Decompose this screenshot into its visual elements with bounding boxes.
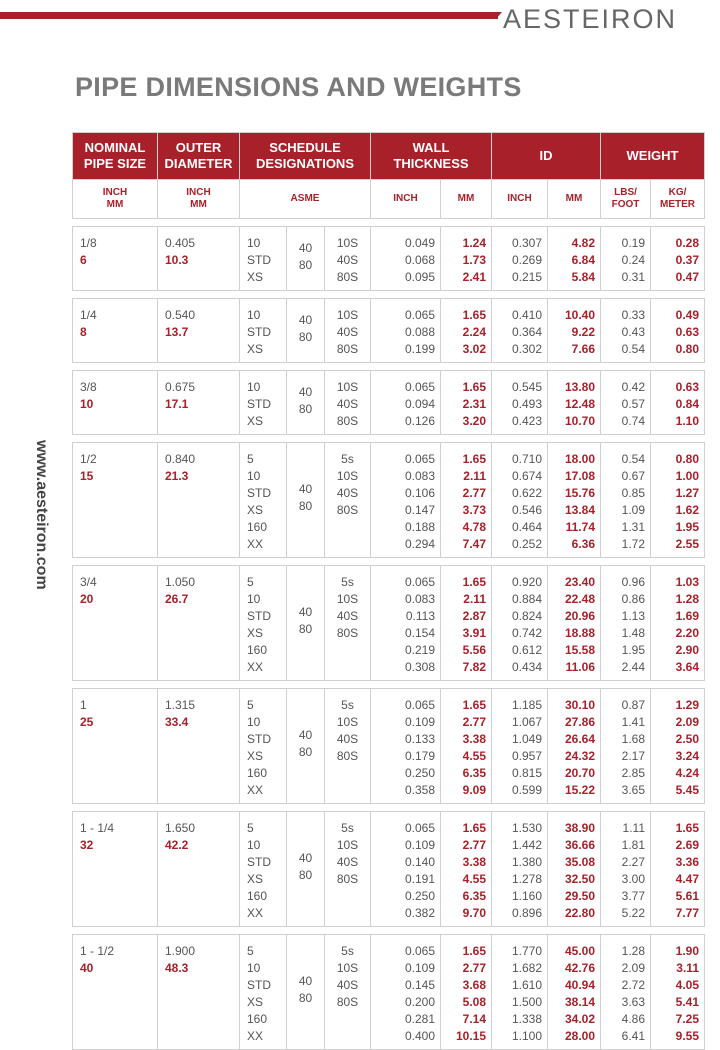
id-inch-cell: 1.530 1.442 1.380 1.278 1.160 0.896	[492, 812, 548, 927]
table-row	[73, 935, 705, 1050]
od-inch: 1.650	[165, 821, 196, 835]
table-row	[73, 689, 705, 804]
od-mm: 33.4	[165, 715, 189, 729]
header-outer: OUTER DIAMETER	[158, 133, 240, 180]
group-spacer-cell	[73, 804, 705, 812]
id-mm-cell: 18.00 17.08 15.76 13.84 11.74 6.36	[548, 443, 601, 558]
brand-logo: AESTEIRON	[503, 4, 678, 34]
stainless-schedule-cell: 5s 10S 40S 80S	[325, 812, 371, 927]
od-mm: 42.2	[165, 838, 189, 852]
schedule-number-cell: 40 80	[287, 689, 325, 804]
nps-inch: 1	[80, 698, 87, 712]
top-accent-bar-tip	[496, 12, 502, 19]
stainless-schedule-cell: 10S 40S 80S	[325, 299, 371, 363]
outer-diameter-cell	[158, 566, 240, 681]
lbs-foot-cell: 1.28 2.09 2.72 3.63 4.86 6.41	[601, 935, 651, 1050]
header-id: ID	[492, 133, 601, 180]
nps-inch: 3/4	[80, 575, 97, 589]
lbs-foot-cell: 0.33 0.43 0.54	[601, 299, 651, 363]
group-spacer	[73, 927, 705, 935]
od-mm: 17.1	[165, 397, 189, 411]
id-mm-cell: 38.90 36.66 35.08 32.50 29.50 22.80	[548, 812, 601, 927]
group-spacer	[73, 681, 705, 689]
wall-mm-cell: 1.65 2.77 3.38 4.55 6.35 9.09	[441, 689, 492, 804]
nps-mm: 15	[80, 469, 94, 483]
lbs-foot-cell: 0.96 0.86 1.13 1.48 1.95 2.44	[601, 566, 651, 681]
group-spacer	[73, 363, 705, 371]
group-spacer-cell	[73, 363, 705, 371]
table-body	[73, 219, 705, 1050]
pipe-table	[72, 132, 705, 1050]
od-inch: 1.050	[165, 575, 196, 589]
id-inch-cell: 0.920 0.884 0.824 0.742 0.612 0.434	[492, 566, 548, 681]
schedule-number-cell: 40 80	[287, 566, 325, 681]
wall-inch-cell: 0.065 0.109 0.133 0.179 0.250 0.358	[371, 689, 441, 804]
kg-meter-cell: 1.65 2.69 3.36 4.47 5.61 7.77	[651, 812, 705, 927]
wall-inch-cell: 0.049 0.068 0.095	[371, 227, 441, 291]
wall-mm-cell: 1.65 2.77 3.68 5.08 7.14 10.15	[441, 935, 492, 1050]
nps-mm: 8	[80, 325, 87, 339]
wall-mm-cell: 1.65 2.77 3.38 4.55 6.35 9.70	[441, 812, 492, 927]
schedule-cell: 5 10 STD XS 160 XX	[240, 935, 287, 1050]
kg-meter-cell: 0.49 0.63 0.80	[651, 299, 705, 363]
id-inch-cell: 1.185 1.067 1.049 0.957 0.815 0.599	[492, 689, 548, 804]
lbs-foot-cell: 0.19 0.24 0.31	[601, 227, 651, 291]
schedule-cell: 5 10 STD XS 160 XX	[240, 443, 287, 558]
wall-inch-cell: 0.065 0.094 0.126	[371, 371, 441, 435]
nps-mm: 10	[80, 397, 94, 411]
nps-mm: 32	[80, 838, 94, 852]
nps-mm: 40	[80, 961, 94, 975]
stainless-schedule-cell: 5s 10S 40S 80S	[325, 443, 371, 558]
schedule-number-cell: 40 80	[287, 227, 325, 291]
sub-id-inch: INCH	[492, 180, 548, 219]
group-spacer	[73, 558, 705, 566]
group-spacer-cell	[73, 291, 705, 299]
id-mm-cell: 10.40 9.22 7.66	[548, 299, 601, 363]
stainless-schedule-cell: 5s 10S 40S 80S	[325, 566, 371, 681]
lbs-foot-cell: 0.54 0.67 0.85 1.09 1.31 1.72	[601, 443, 651, 558]
schedule-cell: 5 10 STD XS 160 XX	[240, 566, 287, 681]
id-mm-cell: 30.10 27.86 26.64 24.32 20.70 15.22	[548, 689, 601, 804]
schedule-number-cell: 40 80	[287, 935, 325, 1050]
od-mm: 26.7	[165, 592, 189, 606]
table-row	[73, 371, 705, 435]
side-url-wrap	[30, 440, 50, 660]
lbs-foot-cell: 0.42 0.57 0.74	[601, 371, 651, 435]
id-inch-cell: 0.410 0.364 0.302	[492, 299, 548, 363]
wall-inch-cell: 0.065 0.109 0.145 0.200 0.281 0.400	[371, 935, 441, 1050]
header-schedule: SCHEDULE DESIGNATIONS	[240, 133, 371, 180]
nps-inch: 1/4	[80, 308, 97, 322]
sub-wall-mm: MM	[441, 180, 492, 219]
stainless-schedule-cell: 10S 40S 80S	[325, 227, 371, 291]
wall-inch-cell: 0.065 0.088 0.199	[371, 299, 441, 363]
nps-inch: 1 - 1/2	[80, 944, 115, 958]
id-mm-cell: 45.00 42.76 40.94 38.14 34.02 28.00	[548, 935, 601, 1050]
wall-inch-cell: 0.065 0.083 0.113 0.154 0.219 0.308	[371, 566, 441, 681]
group-spacer	[73, 804, 705, 812]
table-row	[73, 299, 705, 363]
id-mm-cell: 13.80 12.48 10.70	[548, 371, 601, 435]
kg-meter-cell: 0.63 0.84 1.10	[651, 371, 705, 435]
nps-mm: 20	[80, 592, 94, 606]
group-spacer-cell	[73, 681, 705, 689]
wall-inch-cell: 0.065 0.083 0.106 0.147 0.188 0.294	[371, 443, 441, 558]
nps-inch: 1/2	[80, 452, 97, 466]
od-mm: 13.7	[165, 325, 189, 339]
sub-lbs: LBS/ FOOT	[601, 180, 651, 219]
od-mm: 21.3	[165, 469, 189, 483]
kg-meter-cell: 1.90 3.11 4.05 5.41 7.25 9.55	[651, 935, 705, 1050]
table-row	[73, 227, 705, 291]
header-row	[73, 133, 705, 180]
wall-mm-cell: 1.65 2.11 2.87 3.91 5.56 7.82	[441, 566, 492, 681]
schedule-cell: 10 STD XS	[240, 227, 287, 291]
header-weight: WEIGHT	[601, 133, 705, 180]
id-inch-cell: 0.545 0.493 0.423	[492, 371, 548, 435]
id-mm-cell: 23.40 22.48 20.96 18.88 15.58 11.06	[548, 566, 601, 681]
nominal-size-cell	[73, 566, 158, 681]
nominal-size-cell	[73, 812, 158, 927]
kg-meter-cell: 1.03 1.28 1.69 2.20 2.90 3.64	[651, 566, 705, 681]
group-spacer	[73, 435, 705, 443]
od-inch: 1.315	[165, 698, 196, 712]
sub-wall-inch: INCH	[371, 180, 441, 219]
outer-diameter-cell	[158, 443, 240, 558]
nps-inch: 1/8	[80, 236, 97, 250]
stainless-schedule-cell: 5s 10S 40S 80S	[325, 935, 371, 1050]
id-inch-cell: 0.710 0.674 0.622 0.546 0.464 0.252	[492, 443, 548, 558]
sub-outer: INCH MM	[158, 180, 240, 219]
id-inch-cell: 1.770 1.682 1.610 1.500 1.338 1.100	[492, 935, 548, 1050]
group-spacer	[73, 291, 705, 299]
nominal-size-cell	[73, 935, 158, 1050]
nps-mm: 6	[80, 253, 87, 267]
od-mm: 10.3	[165, 253, 189, 267]
outer-diameter-cell	[158, 299, 240, 363]
outer-diameter-cell	[158, 371, 240, 435]
nps-inch: 3/8	[80, 380, 97, 394]
outer-diameter-cell	[158, 227, 240, 291]
outer-diameter-cell	[158, 935, 240, 1050]
side-url: www.aesteiron.com	[33, 440, 50, 590]
lbs-foot-cell: 1.11 1.81 2.27 3.00 3.77 5.22	[601, 812, 651, 927]
od-mm: 48.3	[165, 961, 189, 975]
outer-diameter-cell	[158, 812, 240, 927]
od-inch: 0.540	[165, 308, 196, 322]
wall-inch-cell: 0.065 0.109 0.140 0.191 0.250 0.382	[371, 812, 441, 927]
schedule-number-cell: 40 80	[287, 371, 325, 435]
outer-diameter-cell	[158, 689, 240, 804]
schedule-number-cell: 40 80	[287, 299, 325, 363]
sub-kg: KG/ METER	[651, 180, 705, 219]
nps-inch: 1 - 1/4	[80, 821, 115, 835]
header-nominal: NOMINAL PIPE SIZE	[73, 133, 158, 180]
od-inch: 0.840	[165, 452, 196, 466]
group-spacer-cell	[73, 219, 705, 227]
page-title: PIPE DIMENSIONS AND WEIGHTS	[75, 72, 522, 102]
group-spacer-cell	[73, 558, 705, 566]
table-row	[73, 443, 705, 558]
od-inch: 1.900	[165, 944, 196, 958]
id-inch-cell: 0.307 0.269 0.215	[492, 227, 548, 291]
nominal-size-cell	[73, 299, 158, 363]
top-accent-bar	[0, 12, 498, 19]
kg-meter-cell: 0.28 0.37 0.47	[651, 227, 705, 291]
schedule-cell: 10 STD XS	[240, 299, 287, 363]
group-spacer	[73, 219, 705, 227]
nominal-size-cell	[73, 689, 158, 804]
nps-mm: 25	[80, 715, 94, 729]
kg-meter-cell: 1.29 2.09 2.50 3.24 4.24 5.45	[651, 689, 705, 804]
wall-mm-cell: 1.65 2.24 3.02	[441, 299, 492, 363]
lbs-foot-cell: 0.87 1.41 1.68 2.17 2.85 3.65	[601, 689, 651, 804]
wall-mm-cell: 1.65 2.31 3.20	[441, 371, 492, 435]
schedule-number-cell: 40 80	[287, 443, 325, 558]
header-wall: WALL THICKNESS	[371, 133, 492, 180]
wall-mm-cell: 1.65 2.11 2.77 3.73 4.78 7.47	[441, 443, 492, 558]
nominal-size-cell	[73, 227, 158, 291]
od-inch: 0.675	[165, 380, 196, 394]
schedule-number-cell: 40 80	[287, 812, 325, 927]
sub-id-mm: MM	[548, 180, 601, 219]
group-spacer-cell	[73, 435, 705, 443]
nominal-size-cell	[73, 371, 158, 435]
kg-meter-cell: 0.80 1.00 1.27 1.62 1.95 2.55	[651, 443, 705, 558]
od-inch: 0.405	[165, 236, 196, 250]
stainless-schedule-cell: 5s 10S 40S 80S	[325, 689, 371, 804]
table-row	[73, 566, 705, 681]
schedule-cell: 5 10 STD XS 160 XX	[240, 689, 287, 804]
stainless-schedule-cell: 10S 40S 80S	[325, 371, 371, 435]
subheader-row	[73, 180, 705, 219]
table-row	[73, 812, 705, 927]
id-mm-cell: 4.82 6.84 5.84	[548, 227, 601, 291]
schedule-cell: 5 10 STD XS 160 XX	[240, 812, 287, 927]
schedule-cell: 10 STD XS	[240, 371, 287, 435]
nominal-size-cell	[73, 443, 158, 558]
wall-mm-cell: 1.24 1.73 2.41	[441, 227, 492, 291]
sub-asme: ASME	[240, 180, 371, 219]
sub-nominal: INCH MM	[73, 180, 158, 219]
group-spacer-cell	[73, 927, 705, 935]
